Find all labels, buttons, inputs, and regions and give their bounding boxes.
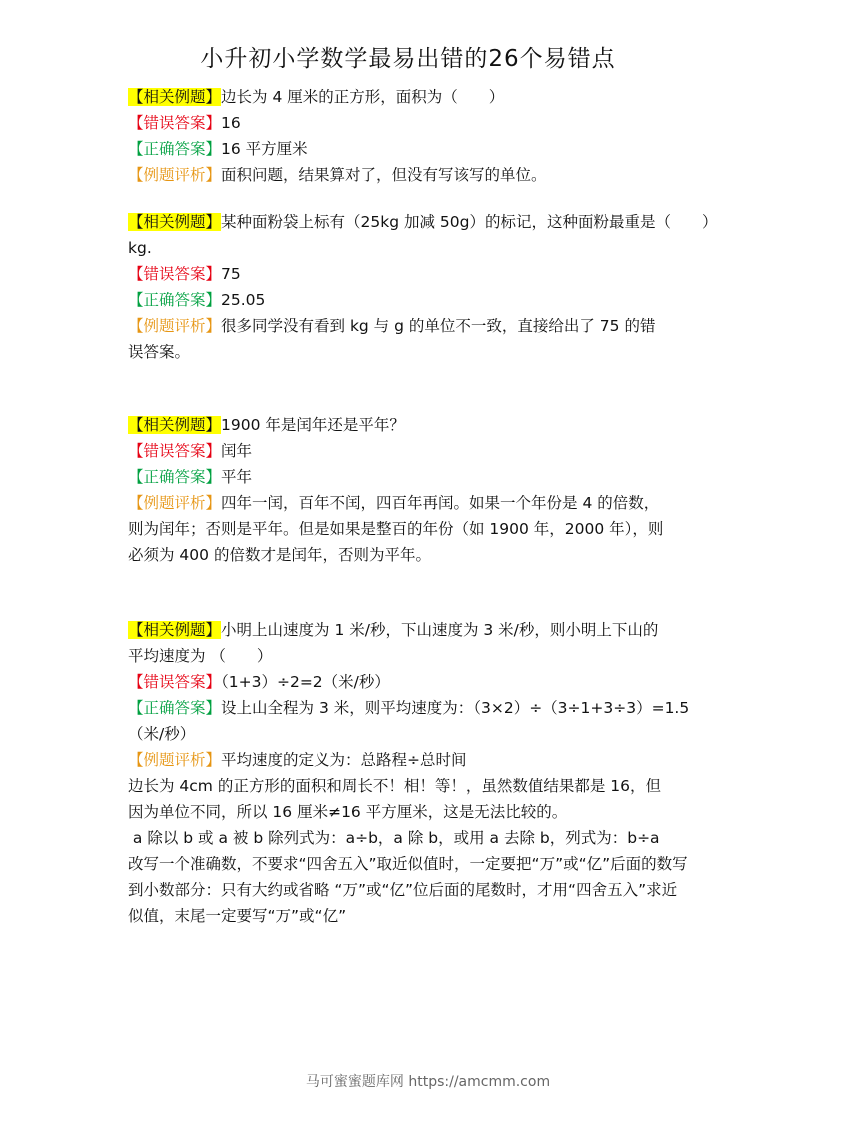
comment-text: 面积问题，结果算对了，但没有写该写的单位。 [221,166,547,184]
example-block-3 [128,412,728,568]
note-line: a 除以 b 或 a 被 b 除列式为：a÷b，a 除 b，或用 a 去除 b，列式为：b÷a [128,829,660,847]
example-question [128,84,728,110]
comment-text: 平均速度的定义为：总路程÷总时间 [221,751,467,769]
example-tag: 【相关例题】 [128,88,222,106]
example-tag: 【相关例题】 [128,213,222,231]
question-text: 某种面粉袋上标有（25kg 加减 50g）的标记，这种面粉最重是（ ） [221,213,718,231]
example-block-2 [128,209,728,365]
note-line: 边长为 4cm 的正方形的面积和周长不！相！等！，虽然数值结果都是 16，但 [128,777,661,795]
comment-tag: 【例题评析】 [128,166,222,184]
note-line: 改写一个准确数，不要求“四舍五入”取近似值时，一定要把“万”或“亿”后面的数写 [128,855,688,873]
example-block-4 [128,617,728,929]
question-text: 1900 年是闰年还是平年？ [221,416,405,434]
comment [128,747,728,773]
footer-watermark: 马可蜜蜜题库网 https://amcmm.com [305,1074,551,1090]
right-answer [128,695,728,721]
example-tag: 【相关例题】 [128,416,222,434]
wrong-tag: 【错误答案】 [128,442,222,460]
comment [128,162,728,188]
right-answer-text: 设上山全程为 3 米，则平均速度为：（3×2）÷（3÷1+3÷3）=1.5 [221,699,690,717]
note-line: 似值，末尾一定要写“万”或“亿” [128,907,347,925]
comment-text: 很多同学没有看到 kg 与 g 的单位不一致，直接给出了 75 的错 [221,317,656,335]
wrong-answer [128,261,728,287]
right-answer [128,464,728,490]
right-answer-continuation: （米/秒） [128,725,196,743]
right-tag: 【正确答案】 [128,468,222,486]
wrong-answer [128,110,728,136]
wrong-tag: 【错误答案】 [128,114,222,132]
comment-text: 四年一闰，百年不闰，四百年再闰。如果一个年份是 4 的倍数， [221,494,660,512]
comment-continuation: 则为闰年；否则是平年。但是如果是整百的年份（如 1900 年，2000 年），则 [128,520,664,538]
note-line: 到小数部分：只有大约或省略 “万”或“亿”位后面的尾数时，才用“四舍五入”求近 [128,881,678,899]
example-tag: 【相关例题】 [128,621,222,639]
question-text: 小明上山速度为 1 米/秒，下山速度为 3 米/秒，则小明上下山的 [221,621,659,639]
example-block-1 [128,84,728,188]
comment-continuation: 误答案。 [128,343,191,361]
comment-tag: 【例题评析】 [128,751,222,769]
right-answer-text: 25.05 [221,291,266,309]
comment-continuation: 必须为 400 的倍数才是闰年，否则为平年。 [128,546,431,564]
comment-tag: 【例题评析】 [128,494,222,512]
example-question [128,617,728,643]
comment [128,490,728,516]
question-continuation: kg. [128,239,152,257]
question-continuation: 平均速度为 （ ） [128,647,273,665]
right-tag: 【正确答案】 [128,699,222,717]
right-tag: 【正确答案】 [128,140,222,158]
right-answer-text: 平年 [221,468,253,486]
comment [128,313,728,339]
question-text: 边长为 4 厘米的正方形，面积为（ ） [221,88,505,106]
wrong-answer [128,669,728,695]
wrong-answer-text: 闰年 [221,442,253,460]
example-question [128,209,728,235]
note-line: 因为单位不同，所以 16 厘米≠16 平方厘米，这是无法比较的。 [128,803,568,821]
wrong-answer-text: 16 [221,114,241,132]
comment-tag: 【例题评析】 [128,317,222,335]
page-title: 小升初小学数学最易出错的26个易错点 [200,46,616,72]
wrong-answer [128,438,728,464]
wrong-answer-text: （1+3）÷2=2（米/秒） [221,673,390,691]
right-answer-text: 16 平方厘米 [221,140,308,158]
wrong-tag: 【错误答案】 [128,673,222,691]
right-answer [128,136,728,162]
right-answer [128,287,728,313]
example-question [128,412,728,438]
wrong-answer-text: 75 [221,265,241,283]
right-tag: 【正确答案】 [128,291,222,309]
wrong-tag: 【错误答案】 [128,265,222,283]
